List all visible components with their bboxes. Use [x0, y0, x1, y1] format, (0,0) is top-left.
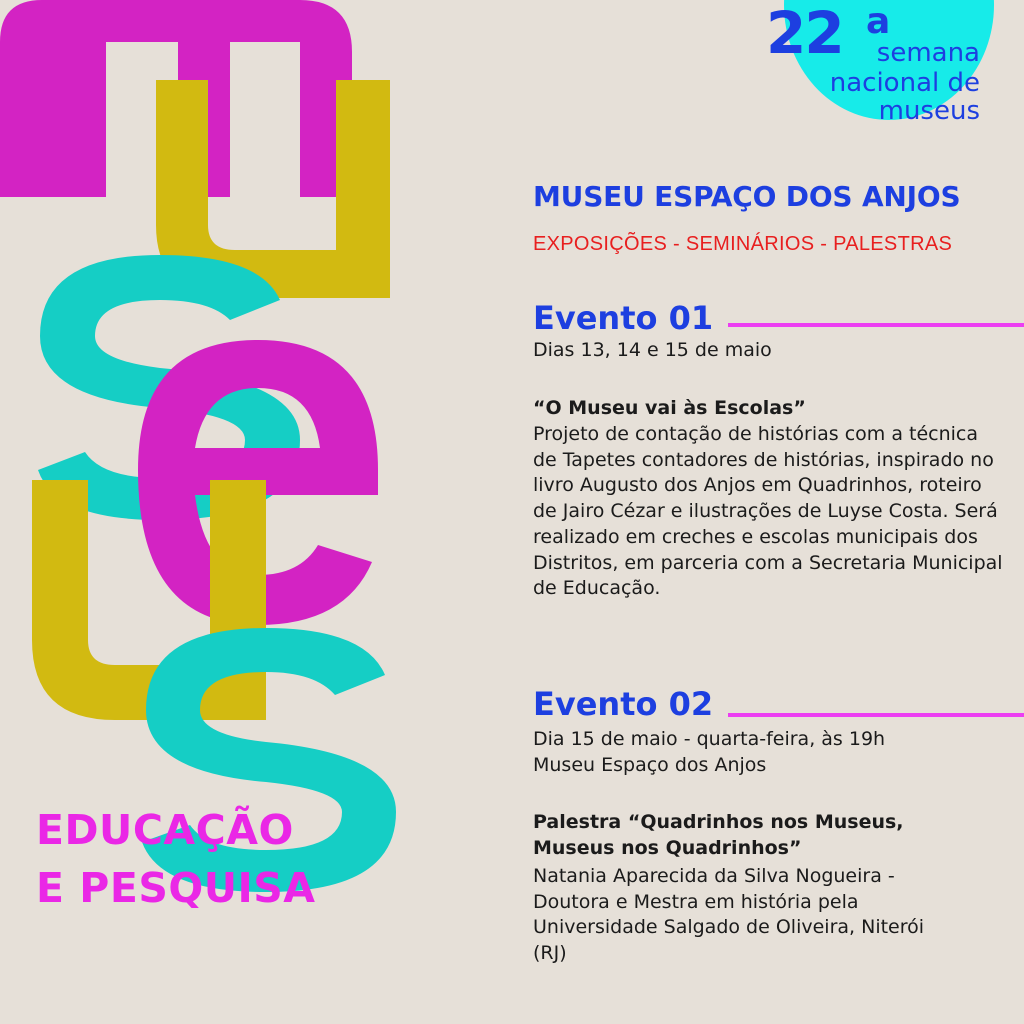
event-2-date: Dia 15 de maio - quarta-feira, às 19h — [533, 728, 886, 750]
badge-line-3: museus — [878, 96, 980, 126]
theme-line-2: E PESQUISA — [36, 864, 316, 912]
event-2-description: Natania Aparecida da Silva Nogueira - Doutora e Mestra em história pela Universidade Salgado de Oliveira, Niterói (RJ) — [533, 865, 925, 965]
museum-name: MUSEU ESPAÇO DOS ANJOS — [533, 180, 961, 213]
event-1-title: Evento 01 — [533, 299, 714, 337]
event-1-headline: “O Museu vai às Escolas” — [533, 397, 806, 419]
event-1-description: Projeto de contação de histórias com a técnica de Tapetes contadores de histórias, inspirado no livro Augusto dos Anjos em Quadrinhos, roteiro de Jairo Cézar e ilustrações de Luyse Costa. Será realizado em creches e escolas municipais dos Distritos, em parceria com a Secretaria Municipal de Educação. — [533, 423, 1003, 600]
theme-line-1: EDUCAÇÃO — [36, 806, 294, 854]
event-2-divider — [728, 713, 1024, 717]
badge-line-1: semana — [876, 38, 980, 68]
event-1-date: Dias 13, 14 e 15 de maio — [533, 339, 772, 361]
event-2-venue: Museu Espaço dos Anjos — [533, 754, 767, 776]
badge-number: 22 — [766, 0, 843, 67]
event-1-divider — [728, 323, 1024, 327]
badge-line-2: nacional de — [829, 68, 980, 98]
activities-line: EXPOSIÇÕES - SEMINÁRIOS - PALESTRAS — [533, 233, 953, 255]
badge-ordinal: a — [866, 1, 891, 42]
event-2-headline: Palestra “Quadrinhos nos Museus, Museus nos Quadrinhos” — [533, 811, 904, 859]
event-2-title: Evento 02 — [533, 685, 714, 723]
